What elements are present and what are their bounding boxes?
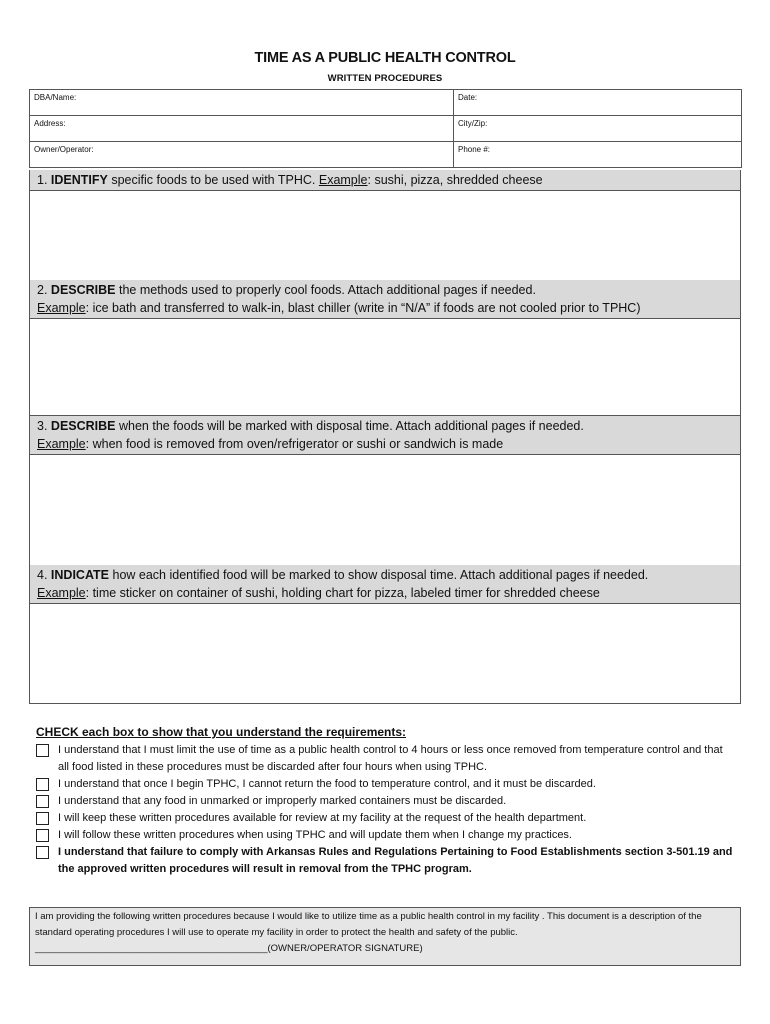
attestation-statement: I am providing the following written procedures because I would like to utilize time as a public health control in my facility . This document is a description of the standard operating procedures I will use to operate my facility in order to protect the health and safety of the public. bbox=[35, 911, 702, 938]
address-field[interactable] bbox=[30, 116, 454, 142]
checkbox[interactable] bbox=[36, 744, 49, 757]
signature-label: (OWNER/OPERATOR SIGNATURE) bbox=[267, 943, 423, 954]
checklist-item bbox=[36, 793, 736, 810]
section-3-header bbox=[30, 416, 740, 455]
checklist-item bbox=[36, 742, 736, 776]
section-marking-time bbox=[29, 416, 741, 566]
section-3-text: when the foods will be marked with disposal time. Attach additional pages if needed. bbox=[115, 419, 584, 433]
date-label: Date: bbox=[458, 93, 478, 102]
section-2-example-label: Example bbox=[37, 301, 86, 315]
checklist-item bbox=[36, 827, 736, 844]
owner-operator-field[interactable] bbox=[30, 142, 454, 168]
city-zip-label: City/Zip: bbox=[458, 119, 488, 128]
section-2-number: 2. bbox=[37, 283, 48, 297]
section-1-text: specific foods to be used with TPHC. bbox=[107, 173, 319, 187]
section-4-example-text: : time sticker on container of sushi, holding chart for pizza, labeled timer for shredded cheese bbox=[85, 586, 600, 600]
attestation-box bbox=[29, 907, 741, 966]
section-4-number: 4. bbox=[37, 568, 48, 582]
phone-label: Phone #: bbox=[458, 145, 491, 154]
section-cooling-methods bbox=[29, 280, 741, 416]
section-2-text: the methods used to properly cool foods. Attach additional pages if needed. bbox=[115, 283, 536, 297]
section-4-example-label: Example bbox=[37, 586, 86, 600]
section-3-answer-area[interactable] bbox=[30, 455, 740, 565]
city-zip-field[interactable] bbox=[454, 116, 742, 142]
checkbox[interactable] bbox=[36, 795, 49, 808]
requirements-checklist bbox=[36, 724, 736, 878]
section-1-answer-area[interactable] bbox=[30, 191, 740, 281]
section-3-example-label: Example bbox=[37, 437, 86, 451]
section-1-keyword: IDENTIFY bbox=[50, 173, 108, 187]
checkbox[interactable] bbox=[36, 846, 49, 859]
form-subtitle: WRITTEN PROCEDURES bbox=[327, 73, 443, 84]
section-2-example-text: : ice bath and transferred to walk-in, blast chiller (write in “N/A” if foods are not cooled prior to TPHC) bbox=[85, 301, 641, 315]
checklist-item-text: I will keep these written procedures available for review at my facility at the request of the health department. bbox=[58, 812, 587, 824]
section-2-header bbox=[30, 280, 740, 319]
section-1-number: 1. bbox=[37, 173, 48, 187]
checklist-item-text: I will follow these written procedures when using TPHC and will update them when I change my practices. bbox=[58, 829, 572, 841]
section-4-answer-area[interactable] bbox=[30, 604, 740, 703]
address-label: Address: bbox=[34, 119, 66, 128]
section-1-header bbox=[30, 170, 740, 191]
phone-field[interactable] bbox=[454, 142, 742, 168]
section-4-keyword: INDICATE bbox=[50, 568, 110, 582]
section-3-example-text: : when food is removed from oven/refrigerator or sushi or sandwich is made bbox=[85, 437, 504, 451]
form-title: TIME AS A PUBLIC HEALTH CONTROL bbox=[254, 50, 516, 66]
section-4-text: how each identified food will be marked to show disposal time. Attach additional pages if needed. bbox=[109, 568, 649, 582]
section-2-keyword: DESCRIBE bbox=[50, 283, 116, 297]
section-2-answer-area[interactable] bbox=[30, 319, 740, 415]
checklist-item-text: I understand that I must limit the use of time as a public health control to 4 hours or less once removed from temperature control and that all food listed in these procedures must be discarded after four hours when using TPHC. bbox=[58, 744, 723, 773]
checklist-item bbox=[36, 776, 736, 793]
section-1-example-label: Example bbox=[318, 173, 368, 187]
section-3-keyword: DESCRIBE bbox=[50, 419, 116, 433]
checklist-item-text: I understand that any food in unmarked or improperly marked containers must be discarded. bbox=[58, 795, 507, 807]
section-disposal-marking bbox=[29, 565, 741, 704]
checkbox[interactable] bbox=[36, 829, 49, 842]
checklist-item bbox=[36, 844, 736, 878]
checklist-item bbox=[36, 810, 736, 827]
section-1-example-text: : sushi, pizza, shredded cheese bbox=[367, 173, 543, 187]
section-3-number: 3. bbox=[37, 419, 48, 433]
checkbox[interactable] bbox=[36, 812, 49, 825]
date-field[interactable] bbox=[454, 90, 742, 116]
owner-operator-label: Owner/Operator: bbox=[34, 145, 94, 154]
signature-line[interactable]: ____________________________________________ bbox=[35, 943, 268, 954]
dba-name-label: DBA/Name: bbox=[34, 93, 77, 102]
checklist-title: CHECK each box to show that you understand the requirements: bbox=[36, 725, 407, 739]
section-identify bbox=[29, 170, 741, 282]
checklist-item-text: I understand that once I begin TPHC, I cannot return the food to temperature control, and it must be discarded. bbox=[58, 778, 596, 790]
establishment-info-table bbox=[29, 89, 742, 168]
section-4-header bbox=[30, 565, 740, 604]
checklist-item-text: I understand that failure to comply with Arkansas Rules and Regulations Pertaining to Food Establishments section 3-501.19 and the approved written procedures will result in removal from the TPHC program. bbox=[58, 846, 733, 875]
dba-name-field[interactable] bbox=[30, 90, 454, 116]
checkbox[interactable] bbox=[36, 778, 49, 791]
